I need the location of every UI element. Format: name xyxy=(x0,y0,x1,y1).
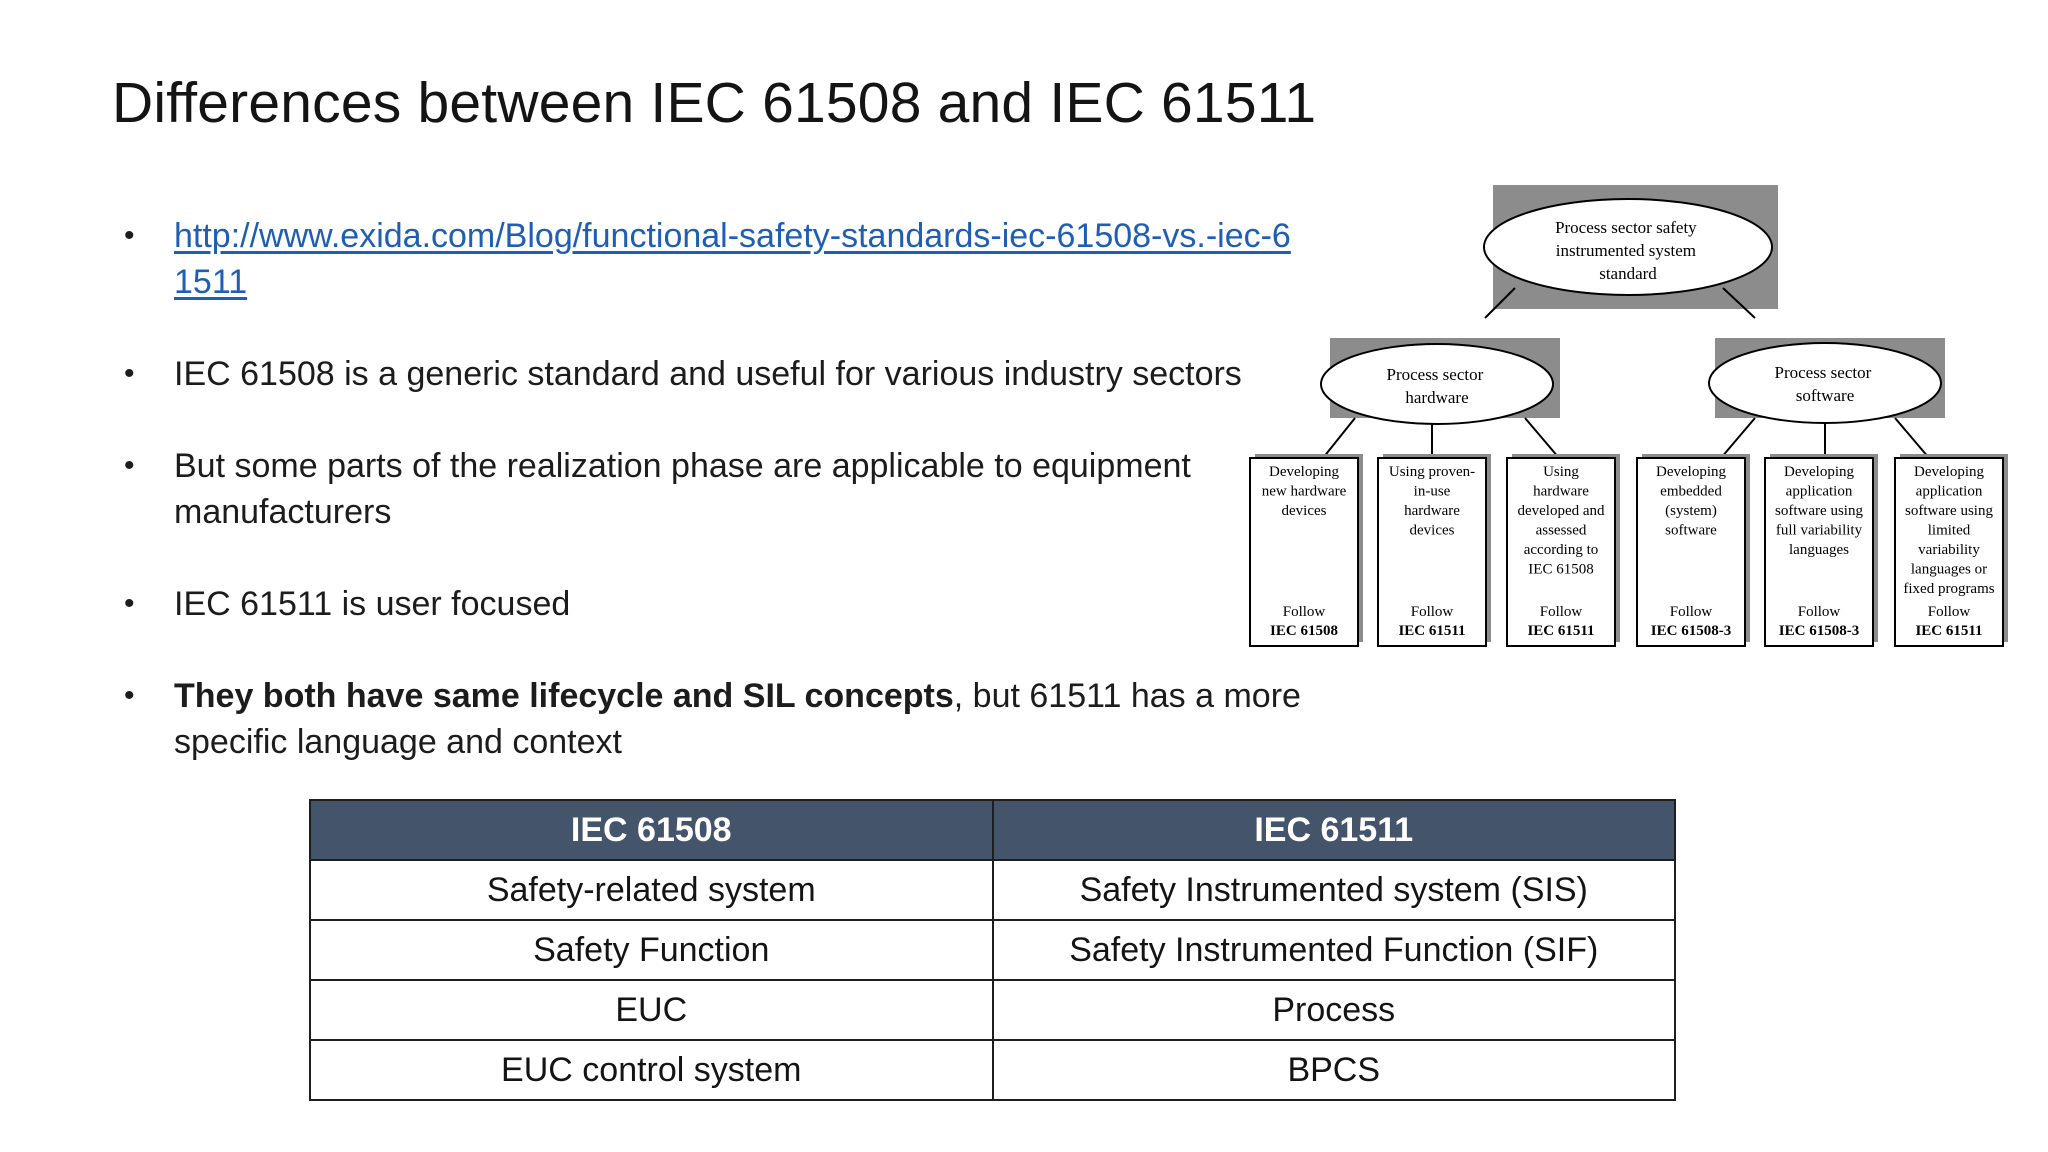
table-header-iec-61508: IEC 61508 xyxy=(310,800,993,860)
leaf-line: embedded xyxy=(1660,483,1722,500)
standards-hierarchy-diagram xyxy=(1245,180,2028,655)
bullet-list xyxy=(122,213,1302,765)
exida-blog-link[interactable]: http://www.exida.com/Blog/functional-safety-standards-iec-61508-vs.-iec-61511 xyxy=(174,217,1291,301)
leaf-line: Developing xyxy=(1784,464,1854,480)
table-row xyxy=(310,1040,1675,1100)
leaf-line: Developing xyxy=(1914,464,1984,480)
bullet-lifecycle-bold: They both have same lifecycle and SIL concepts xyxy=(174,677,954,715)
table-cell: EUC control system xyxy=(310,1040,993,1100)
diagram-leaf-3 xyxy=(1507,454,1620,646)
diagram-leaf-5 xyxy=(1765,454,1878,646)
diagram-hardware-node xyxy=(1321,338,1560,424)
hardware-line-2: hardware xyxy=(1405,388,1469,407)
table-cell: Safety Instrumented Function (SIF) xyxy=(993,920,1676,980)
bullet-lifecycle-rest: , but 61511 has a more specific language and context xyxy=(174,677,1301,761)
diagram-leaf-1 xyxy=(1250,454,1363,646)
leaf-line: application xyxy=(1915,483,1983,500)
leaf-line: Using proven- xyxy=(1388,464,1476,480)
leaf-line: application xyxy=(1785,483,1853,500)
leaf-standard-label: IEC 61511 xyxy=(1527,623,1595,639)
bullet-generic-standard: • IEC 61508 is a generic standard and useful for various industry sectors xyxy=(122,351,1302,397)
leaf-follow-label: Follow xyxy=(1282,604,1326,620)
diagram-leaf-6 xyxy=(1895,454,2008,646)
slide-title: Differences between IEC 61508 and IEC 61511 xyxy=(112,71,1317,135)
table-row xyxy=(310,860,1675,920)
leaf-follow-label: Follow xyxy=(1410,604,1454,620)
leaf-line: Developing xyxy=(1656,464,1726,480)
leaf-line: variability xyxy=(1918,542,1980,558)
leaf-follow-label: Follow xyxy=(1797,604,1841,620)
leaf-standard-label: IEC 61511 xyxy=(1915,623,1983,639)
leaf-line: languages xyxy=(1789,542,1849,558)
leaf-line: hardware xyxy=(1533,483,1589,500)
leaf-line: full variability xyxy=(1775,522,1863,539)
diagram-root-node xyxy=(1484,185,1778,309)
software-line-1: Process sector xyxy=(1774,363,1872,382)
table-cell: Process xyxy=(993,980,1676,1040)
leaf-standard-label: IEC 61511 xyxy=(1398,623,1466,639)
leaf-line: new hardware xyxy=(1261,483,1347,500)
leaf-standard-label: IEC 61508-3 xyxy=(1650,623,1732,639)
leaf-line: IEC 61508 xyxy=(1528,561,1594,578)
bullet-lifecycle-sil xyxy=(122,673,1302,765)
root-line-3: standard xyxy=(1599,264,1657,283)
leaf-line: devices xyxy=(1409,522,1455,539)
table-row xyxy=(310,920,1675,980)
leaf-line: assessed xyxy=(1535,522,1587,539)
leaf-line: Using xyxy=(1543,464,1579,480)
leaf-line: software using xyxy=(1775,503,1863,519)
leaf-line: fixed programs xyxy=(1903,581,1995,597)
leaf-line: Developing xyxy=(1269,464,1339,480)
leaf-line: developed and xyxy=(1517,503,1605,519)
leaf-follow-label: Follow xyxy=(1539,604,1583,620)
leaf-follow-label: Follow xyxy=(1927,604,1971,620)
diagram-leaf-2 xyxy=(1378,454,1491,646)
comparison-table xyxy=(309,799,1676,1101)
table-cell: BPCS xyxy=(993,1040,1676,1100)
table-row xyxy=(310,980,1675,1040)
root-line-1: Process sector safety xyxy=(1555,218,1697,237)
leaf-line: software xyxy=(1665,522,1717,539)
table-header-iec-61511: IEC 61511 xyxy=(993,800,1676,860)
root-line-2: instrumented system xyxy=(1555,241,1696,260)
leaf-line: according to xyxy=(1523,542,1599,558)
diagram-leaf-4 xyxy=(1637,454,1750,646)
bullet-user-focused: • IEC 61511 is user focused xyxy=(122,581,1302,627)
diagram-leaf-boxes xyxy=(1250,454,2008,646)
leaf-line: hardware xyxy=(1404,503,1460,519)
leaf-standard-label: IEC 61508-3 xyxy=(1778,623,1860,639)
leaf-line: (system) xyxy=(1665,503,1717,519)
software-line-2: software xyxy=(1795,386,1855,405)
leaf-line: devices xyxy=(1281,503,1327,519)
bullet-realization-phase: • But some parts of the realization phase are applicable to equipment manufacturers xyxy=(122,443,1302,535)
table-cell: Safety Function xyxy=(310,920,993,980)
table-cell: Safety Instrumented system (SIS) xyxy=(993,860,1676,920)
bullet-link-item xyxy=(122,213,1302,305)
hardware-line-1: Process sector xyxy=(1386,365,1484,384)
leaf-line: in-use xyxy=(1413,483,1451,500)
diagram-software-node xyxy=(1709,338,1945,423)
table-header-row xyxy=(310,800,1675,860)
table-cell: EUC xyxy=(310,980,993,1040)
leaf-standard-label: IEC 61508 xyxy=(1270,623,1338,639)
leaf-line: software using xyxy=(1905,503,1993,519)
leaf-line: languages or xyxy=(1910,561,1988,578)
leaf-follow-label: Follow xyxy=(1669,604,1713,620)
table-cell: Safety-related system xyxy=(310,860,993,920)
leaf-line: limited xyxy=(1927,522,1971,539)
